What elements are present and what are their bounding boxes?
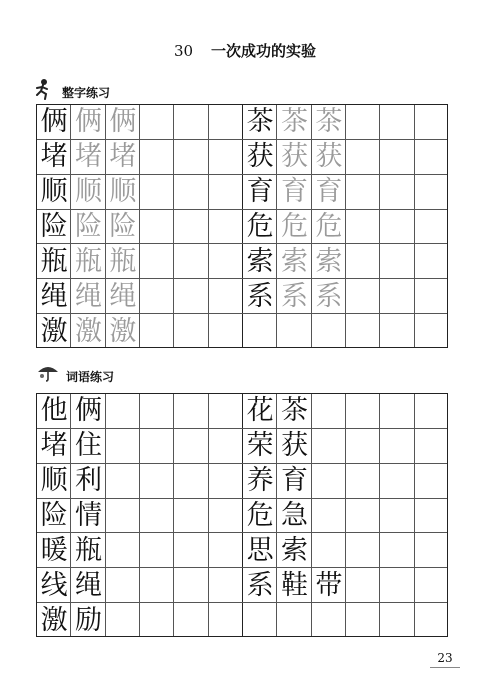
grid-line (414, 105, 415, 347)
trace-character: 堵 (109, 141, 137, 173)
model-character: 顺 (40, 176, 68, 208)
word-character: 瓶 (75, 534, 102, 566)
model-character: 俩 (40, 106, 68, 138)
model-character: 激 (40, 315, 68, 347)
word-character: 鞋 (281, 569, 308, 601)
trace-character: 茶 (281, 106, 308, 138)
grid-line (379, 394, 380, 636)
trace-character: 堵 (75, 141, 102, 173)
grid-line (139, 394, 140, 636)
word-character: 险 (40, 500, 68, 531)
trace-character: 育 (281, 176, 308, 208)
model-character: 堵 (40, 141, 68, 173)
trace-character: 瓶 (109, 245, 137, 277)
word-character: 他 (40, 395, 68, 427)
model-character: 绳 (40, 280, 68, 312)
trace-character: 激 (109, 315, 137, 347)
model-character: 索 (246, 245, 274, 277)
grid-line (208, 394, 209, 636)
trace-character: 危 (281, 211, 308, 242)
trace-character: 顺 (75, 176, 102, 208)
word-character: 住 (75, 430, 102, 462)
grid-line (173, 105, 174, 347)
word-character: 荣 (246, 430, 274, 462)
umbrella-kid-icon (36, 362, 60, 385)
word-character: 俩 (75, 395, 102, 427)
running-kid-icon (32, 78, 54, 103)
word-practice-label-text: 词语练习 (66, 370, 115, 384)
trace-character: 俩 (109, 106, 137, 138)
word-character: 育 (281, 465, 308, 497)
character-practice-label-text: 整字练习 (62, 86, 111, 100)
trace-character: 育 (315, 176, 343, 208)
grid-line (208, 105, 209, 347)
word-character: 急 (281, 500, 308, 531)
trace-character: 索 (315, 245, 343, 277)
trace-character: 险 (75, 211, 102, 242)
lesson-number: 30 (173, 42, 194, 60)
model-character: 瓶 (40, 245, 68, 277)
model-character: 危 (246, 211, 274, 242)
trace-character: 获 (281, 141, 308, 173)
trace-character: 绳 (75, 280, 102, 312)
word-character: 系 (246, 569, 274, 601)
word-character: 获 (281, 430, 308, 462)
trace-character: 激 (75, 315, 102, 347)
word-character: 顺 (40, 465, 68, 497)
word-character: 励 (75, 604, 102, 636)
trace-character: 瓶 (75, 245, 102, 277)
grid-line (414, 394, 415, 636)
character-practice-label (62, 84, 110, 101)
word-character: 危 (246, 500, 274, 531)
trace-character: 系 (281, 280, 308, 312)
word-character: 茶 (281, 395, 308, 427)
trace-character: 茶 (315, 106, 343, 138)
word-character: 暖 (40, 534, 68, 566)
word-character: 利 (75, 465, 102, 497)
word-character: 线 (40, 569, 68, 601)
grid-line (173, 394, 174, 636)
word-character: 带 (315, 569, 343, 601)
trace-character: 系 (315, 280, 343, 312)
character-practice-grid (36, 104, 448, 348)
trace-character: 获 (315, 141, 343, 173)
word-practice-grid (36, 393, 448, 637)
word-character: 激 (40, 604, 68, 636)
model-character: 系 (246, 280, 274, 312)
trace-character: 绳 (109, 280, 137, 312)
model-character: 获 (246, 141, 274, 173)
word-character: 养 (246, 465, 274, 497)
lesson-title-text: 一次成功的实验 (211, 42, 317, 60)
word-character: 绳 (75, 569, 102, 601)
word-practice-label (66, 368, 114, 385)
trace-character: 险 (109, 211, 137, 242)
model-character: 育 (246, 176, 274, 208)
word-character: 情 (75, 500, 102, 531)
word-character: 思 (246, 534, 274, 566)
trace-character: 危 (315, 211, 343, 242)
word-character: 堵 (40, 430, 68, 462)
model-character: 茶 (246, 106, 274, 138)
page-number: 23 (428, 651, 462, 665)
trace-character: 索 (281, 245, 308, 277)
grid-line (379, 105, 380, 347)
word-character: 花 (246, 395, 274, 427)
trace-character: 俩 (75, 106, 102, 138)
lesson-title (0, 40, 490, 61)
word-character: 索 (281, 534, 308, 566)
model-character: 险 (40, 211, 68, 242)
trace-character: 顺 (109, 176, 137, 208)
